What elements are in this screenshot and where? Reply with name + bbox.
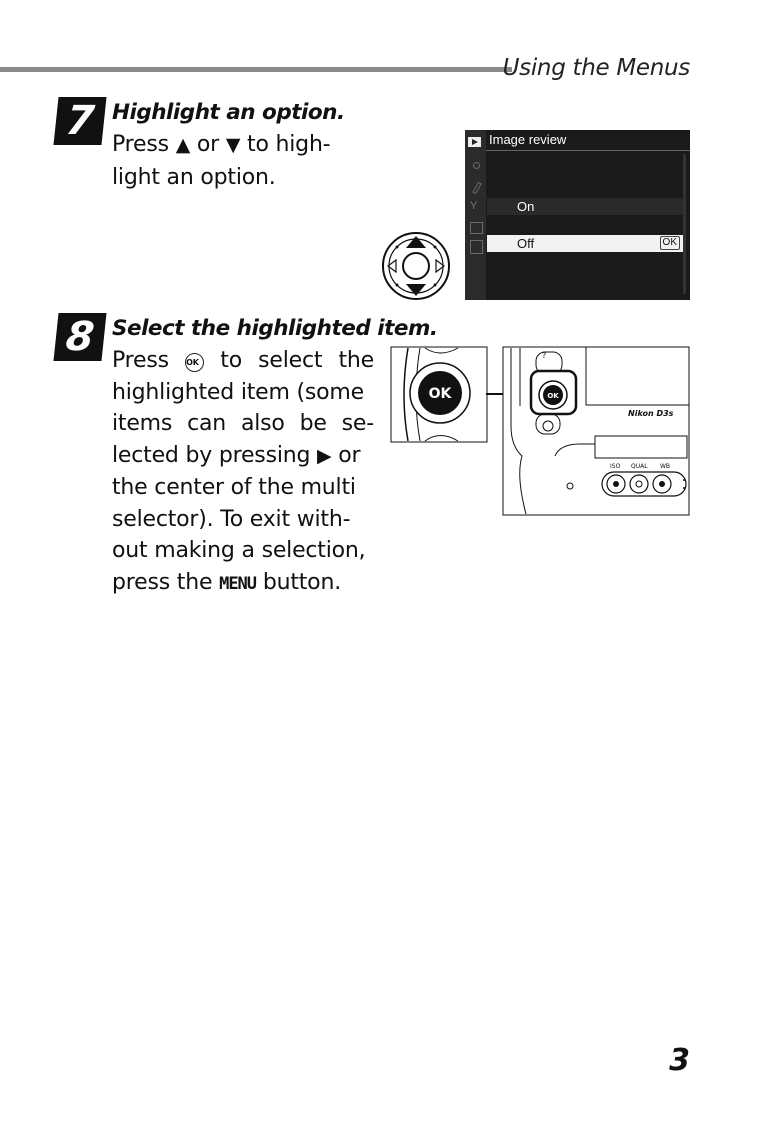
playback-tab-icon bbox=[468, 137, 481, 147]
my-menu-tab-icon bbox=[470, 240, 483, 254]
step-8-line-5: the center of the multi bbox=[112, 475, 356, 500]
step-8-line-7: out making a selection, bbox=[112, 538, 366, 563]
wb-label: WB bbox=[660, 463, 671, 470]
step-8-line-1: Press OK to select the bbox=[112, 348, 374, 373]
page-number: 3 bbox=[669, 1043, 690, 1078]
step-8-line-4: lected by pressing ▶ or bbox=[112, 442, 361, 468]
step-7-badge: 7 bbox=[53, 97, 106, 145]
step-8-line-3: items can also be se- bbox=[112, 411, 374, 436]
step-7-line-2: light an option. bbox=[112, 164, 276, 190]
screen-title-divider bbox=[486, 150, 690, 151]
custom-settings-tab-icon bbox=[472, 182, 481, 194]
step-7-heading: Highlight an option. bbox=[112, 100, 345, 125]
down-arrow-icon: ▼ bbox=[225, 134, 241, 156]
screen-scrollbar bbox=[683, 154, 686, 294]
ok-button-label: OK bbox=[547, 392, 559, 400]
option-on[interactable]: On bbox=[487, 198, 683, 215]
step-8-line-2: highlighted item (some bbox=[112, 379, 364, 405]
up-arrow-icon: ▲ bbox=[175, 134, 191, 156]
screen-title: Image review bbox=[489, 132, 567, 147]
ok-button-zoom-label: OK bbox=[428, 386, 452, 402]
shooting-tab-icon bbox=[473, 162, 480, 169]
qual-label: QUAL bbox=[631, 463, 648, 470]
step-8-line-6: selector). To exit with- bbox=[112, 506, 351, 532]
camera-brand-label: Nikon D3s bbox=[628, 409, 674, 418]
section-title: Using the Menus bbox=[502, 55, 690, 81]
option-off-selected[interactable]: Off OK bbox=[487, 235, 683, 252]
step-8-heading: Select the highlighted item. bbox=[112, 316, 438, 341]
camera-back-illustration bbox=[390, 346, 691, 517]
retouch-tab-icon bbox=[470, 222, 483, 234]
ok-button-icon: OK bbox=[185, 353, 204, 372]
step-8-body bbox=[112, 345, 374, 600]
multi-selector-icon bbox=[380, 230, 452, 302]
setup-tab-icon: Y bbox=[470, 200, 478, 212]
menu-tab-strip bbox=[465, 130, 486, 300]
header-rule bbox=[0, 67, 512, 72]
step-8-badge: 8 bbox=[53, 313, 106, 361]
step-7-body bbox=[112, 129, 330, 193]
ok-indicator-icon: OK bbox=[660, 236, 680, 250]
step-8-line-8: press the MENU button. bbox=[112, 569, 341, 595]
step-7-line-1: Press ▲ or ▼ to high- bbox=[112, 132, 331, 157]
camera-menu-screen bbox=[465, 130, 690, 300]
svg-text:?: ? bbox=[542, 351, 547, 360]
iso-label: ISO bbox=[610, 463, 621, 470]
right-arrow-icon: ▶ bbox=[317, 444, 332, 467]
menu-button-label: MENU bbox=[219, 573, 257, 594]
